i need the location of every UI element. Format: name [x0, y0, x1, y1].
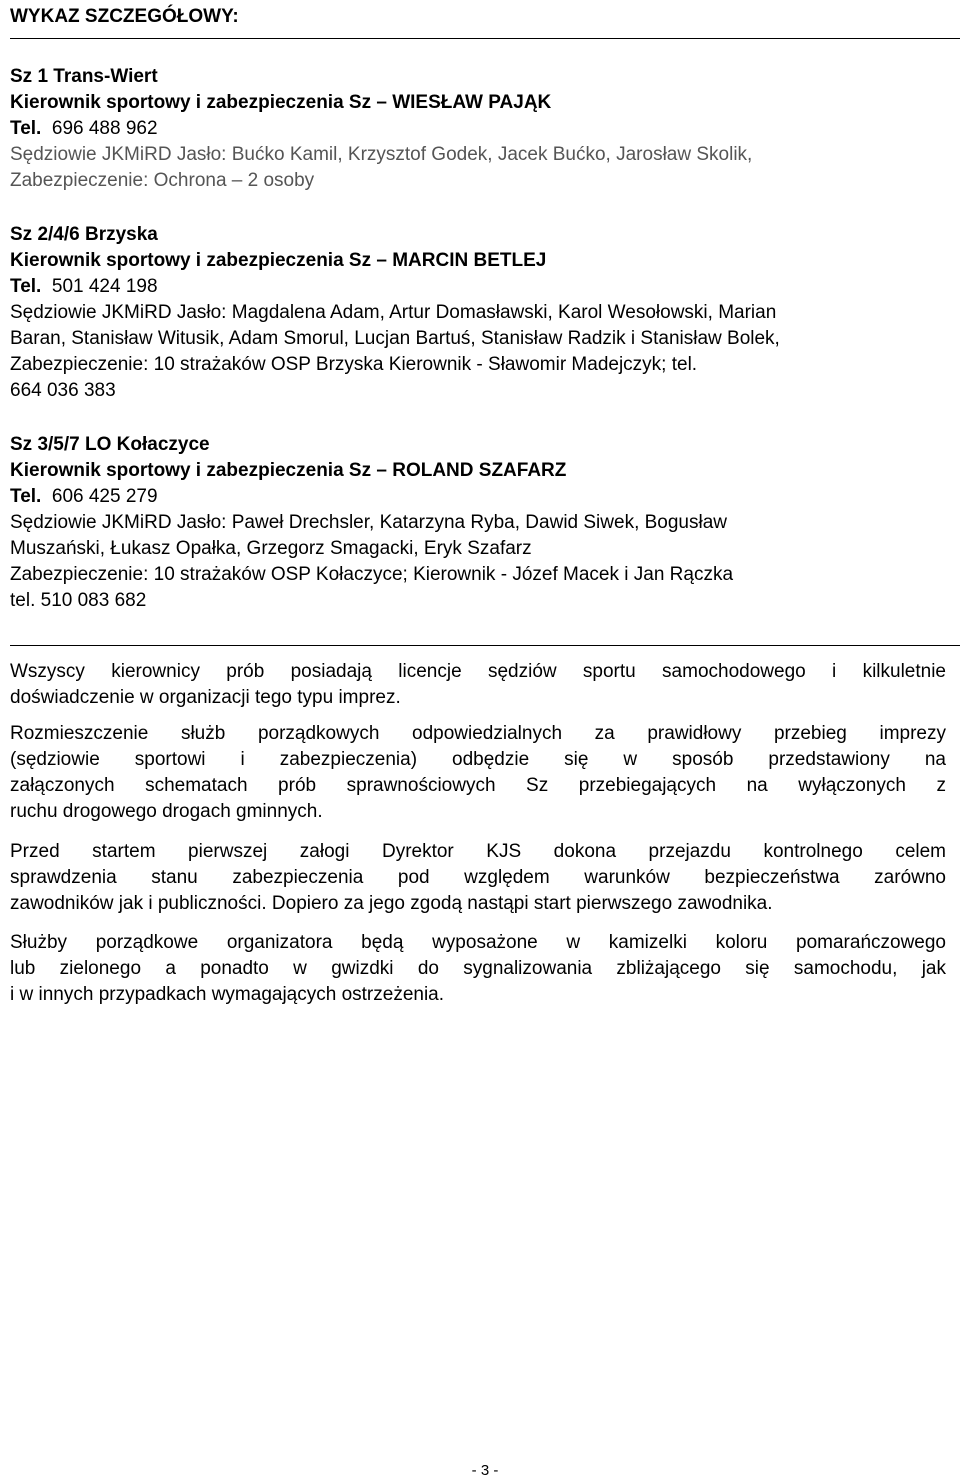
section-judges-line: Sędziowie JKMiRD Jasło: Magdalena Adam, Artur Domasławski, Karol Wesołowski, Marian: [10, 302, 777, 323]
section-manager: Kierownik sportowy i zabezpieczenia Sz – MARCIN BETLEJ: [10, 250, 547, 271]
tel-label: Tel.: [10, 118, 42, 139]
paragraph-line: załączonych schematach prób sprawnościowych Sz przebiegających na wyłączonych z: [10, 775, 946, 796]
tel-label: Tel.: [10, 486, 42, 507]
top-divider: [10, 38, 960, 39]
paragraph-line: doświadczenie w organizacji tego typu imprez.: [10, 687, 401, 708]
section-phone: [10, 484, 946, 510]
paragraph-line: zawodników jak i publiczności. Dopiero za jego zgodą nastąpi start pierwszego zawodnika.: [10, 893, 773, 914]
paragraph-licenses: [10, 659, 946, 711]
section-phone: [10, 116, 946, 142]
document-page: [10, 0, 946, 1479]
section-sz1: [10, 64, 946, 194]
paragraph-line: ruchu drogowego drogach gminnych.: [10, 801, 323, 822]
section-judges-line: Sędziowie JKMiRD Jasło: Paweł Drechsler, Katarzyna Ryba, Dawid Siwek, Bogusław: [10, 512, 728, 533]
section-title: Sz 2/4/6 Brzyska: [10, 224, 158, 245]
section-security-line: Zabezpieczenie: 10 strażaków OSP Brzyska Kierownik - Sławomir Madejczyk; tel.: [10, 354, 698, 375]
paragraph-line: sprawdzenia stanu zabezpieczenia pod względem warunków bezpieczeństwa zarówno: [10, 867, 946, 888]
paragraph-placement: [10, 721, 946, 825]
paragraph-line: Wszyscy kierownicy prób posiadają licencje sędziów sportu samochodowego i kilkuletnie: [10, 661, 946, 682]
page-number: - 3 -: [471, 1462, 499, 1479]
section-divider: [10, 645, 960, 646]
paragraph-line: Rozmieszczenie służb porządkowych odpowiedzialnych za prawidłowy przebieg imprezy: [10, 723, 946, 744]
section-security-line: 664 036 383: [10, 380, 116, 401]
section-phone: [10, 274, 946, 300]
paragraph-line: (sędziowie sportowi i zabezpieczenia) odbędzie się w sposób przedstawiony na: [10, 749, 946, 770]
tel-number: 501 424 198: [51, 276, 158, 297]
tel-number: 606 425 279: [51, 486, 158, 507]
tel-label: Tel.: [10, 276, 42, 297]
paragraph-line: lub zielonego a ponadto w gwizdki do sygnalizowania zbliżającego się samochodu, jak: [10, 958, 946, 979]
section-manager: Kierownik sportowy i zabezpieczenia Sz – WIESŁAW PAJĄK: [10, 92, 552, 113]
paragraph-line: Przed startem pierwszej załogi Dyrektor KJS dokona przejazdu kontrolnego celem: [10, 841, 946, 862]
paragraph-line: i w innych przypadkach wymagających ostrzeżenia.: [10, 984, 445, 1005]
section-title: Sz 3/5/7 LO Kołaczyce: [10, 434, 210, 455]
section-security-line: Zabezpieczenie: 10 strażaków OSP Kołaczyce; Kierownik - Józef Macek i Jan Rączka: [10, 564, 734, 585]
tel-number: 696 488 962: [51, 118, 158, 139]
paragraph-line: Służby porządkowe organizatora będą wyposażone w kamizelki koloru pomarańczowego: [10, 932, 946, 953]
section-sz2: [10, 222, 946, 404]
section-security-line: tel. 510 083 682: [10, 590, 147, 611]
section-title: Sz 1 Trans-Wiert: [10, 66, 158, 87]
page-heading: WYKAZ SZCZEGÓŁOWY:: [10, 6, 239, 27]
section-manager: Kierownik sportowy i zabezpieczenia Sz – ROLAND SZAFARZ: [10, 460, 567, 481]
section-judges-line: Baran, Stanisław Witusik, Adam Smorul, Lucjan Bartuś, Stanisław Radzik i Stanisław Bolek,: [10, 328, 780, 349]
paragraph-inspection: [10, 839, 946, 917]
section-sz3: [10, 432, 946, 614]
paragraph-marshals: [10, 930, 946, 1008]
section-judges: Sędziowie JKMiRD Jasło: Bućko Kamil, Krzysztof Godek, Jacek Bućko, Jarosław Skolik,: [10, 144, 753, 165]
section-security: Zabezpieczenie: Ochrona – 2 osoby: [10, 170, 315, 191]
section-judges-line: Muszański, Łukasz Opałka, Grzegorz Smagacki, Eryk Szafarz: [10, 538, 532, 559]
